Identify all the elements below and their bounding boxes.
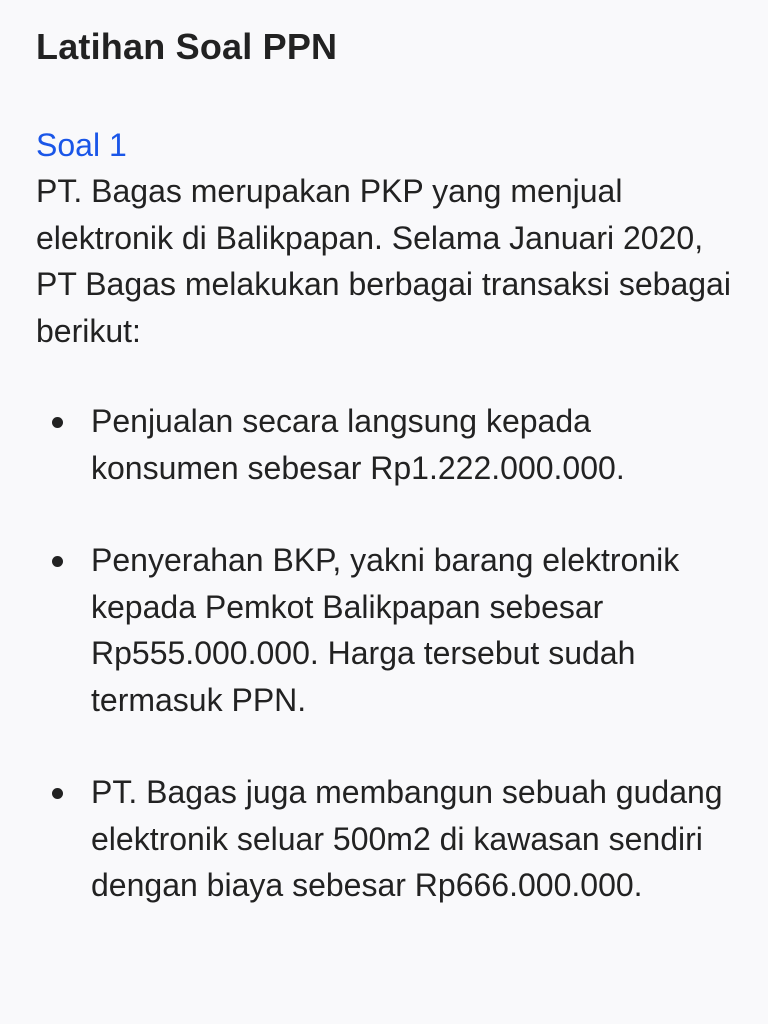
list-item-text: Penjualan secara langsung kepada konsumen sebesar Rp1.222.000.000.	[91, 403, 625, 486]
question-label[interactable]: Soal 1	[36, 127, 127, 163]
list-item-text: Penyerahan BKP, yakni barang elektronik kepada Pemkot Balikpapan sebesar Rp555.000.000. Harga tersebut sudah termasuk PPN.	[91, 542, 680, 718]
transaction-list	[36, 398, 736, 955]
bullet-dot-icon	[52, 788, 63, 799]
list-item	[36, 537, 736, 723]
bullet-dot-icon	[52, 556, 63, 567]
list-item-text: PT. Bagas juga membangun sebuah gudang elektronik seluar 500m2 di kawasan sendiri dengan biaya sebesar Rp666.000.000.	[91, 774, 723, 903]
list-item	[36, 398, 736, 491]
question-intro: PT. Bagas merupakan PKP yang menjual elektronik di Balikpapan. Selama Januari 2020, PT Bagas melakukan berbagai transaksi sebagai berikut:	[36, 173, 731, 349]
question-section	[36, 122, 736, 354]
bullet-dot-icon	[52, 417, 63, 428]
list-item	[36, 769, 736, 909]
page-title: Latihan Soal PPN	[36, 26, 338, 67]
